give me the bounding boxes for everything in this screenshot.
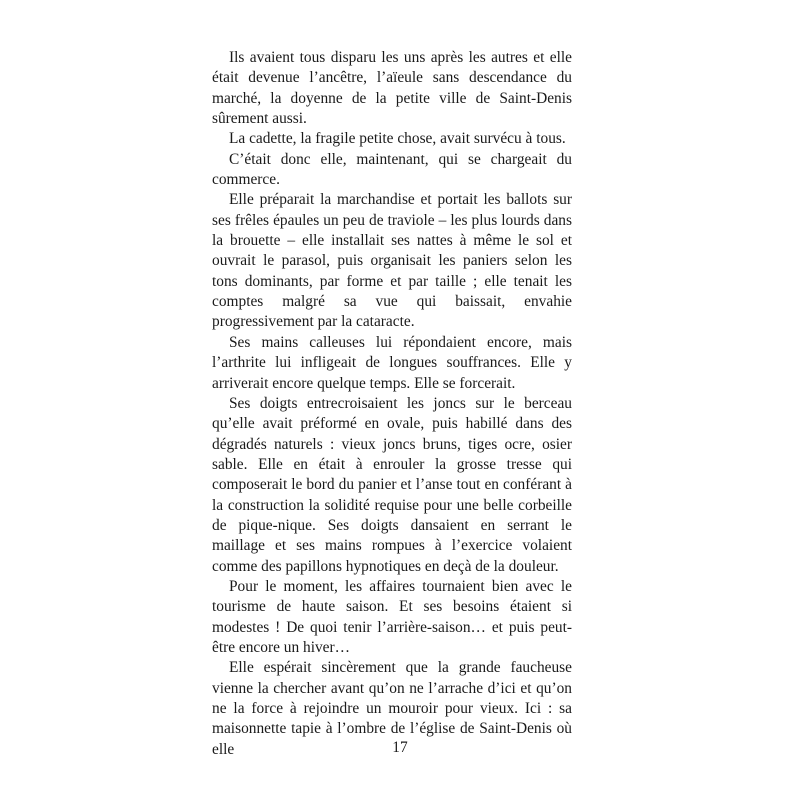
- paragraph: Ses mains calleuses lui répondaient encore, mais l’arthrite lui infligeait de longues souffrances. Elle y arriverait encore quelque temps. Elle se forcerait.: [212, 333, 572, 392]
- paragraph: Elle espérait sincèrement que la grande faucheuse vienne la chercher avant qu’on ne l’arrache d’ici et qu’on ne la force à rejoindre un mouroir pour vieux. Ici : sa maisonnette tapie à l’ombre de l’église de Saint-Denis où elle: [212, 659, 572, 758]
- paragraph: Pour le moment, les affaires tournaient bien avec le tourisme de haute saison. Et ses besoins étaient si modestes ! De quoi tenir l’arrière-saison… et puis peut-être encore un hiver…: [212, 577, 572, 656]
- paragraph: Ses doigts entrecroisaient les joncs sur le berceau qu’elle avait préformé en ovale, puis habillé dans des dégradés naturels : vieux joncs bruns, tiges ocre, osier sable. Elle en était à enrouler la grosse tresse qui composerait le bord du panier et l’anse tout en conférant à la construction la solidité requise pour une belle corbeille de pique-nique. Ses doigts dansaient en serrant le maillage et ses mains rompues à l’exercice volaient comme des papillons hypnotiques en deçà de la douleur.: [212, 394, 572, 575]
- paragraph: C’était donc elle, maintenant, qui se chargeait du commerce.: [212, 150, 572, 189]
- paragraph: Ils avaient tous disparu les uns après les autres et elle était devenue l’ancêtre, l’aïeule sans descendance du marché, la doyenne de la petite ville de Saint-Denis sûrement aussi.: [212, 49, 572, 128]
- body-text: [212, 48, 572, 760]
- paragraph: Elle préparait la marchandise et portait les ballots sur ses frêles épaules un peu de traviole – les plus lourds dans la brouette – elle installait ses nattes à même le sol et ouvrait le parasol, puis organisait les paniers selon les tons dominants, par forme et par taille ; elle tenait les comptes malgré sa vue qui baissait, envahie progressivement par la cataracte.: [212, 191, 572, 331]
- page-number: 17: [392, 739, 408, 756]
- paragraph: La cadette, la fragile petite chose, avait survécu à tous.: [229, 130, 566, 148]
